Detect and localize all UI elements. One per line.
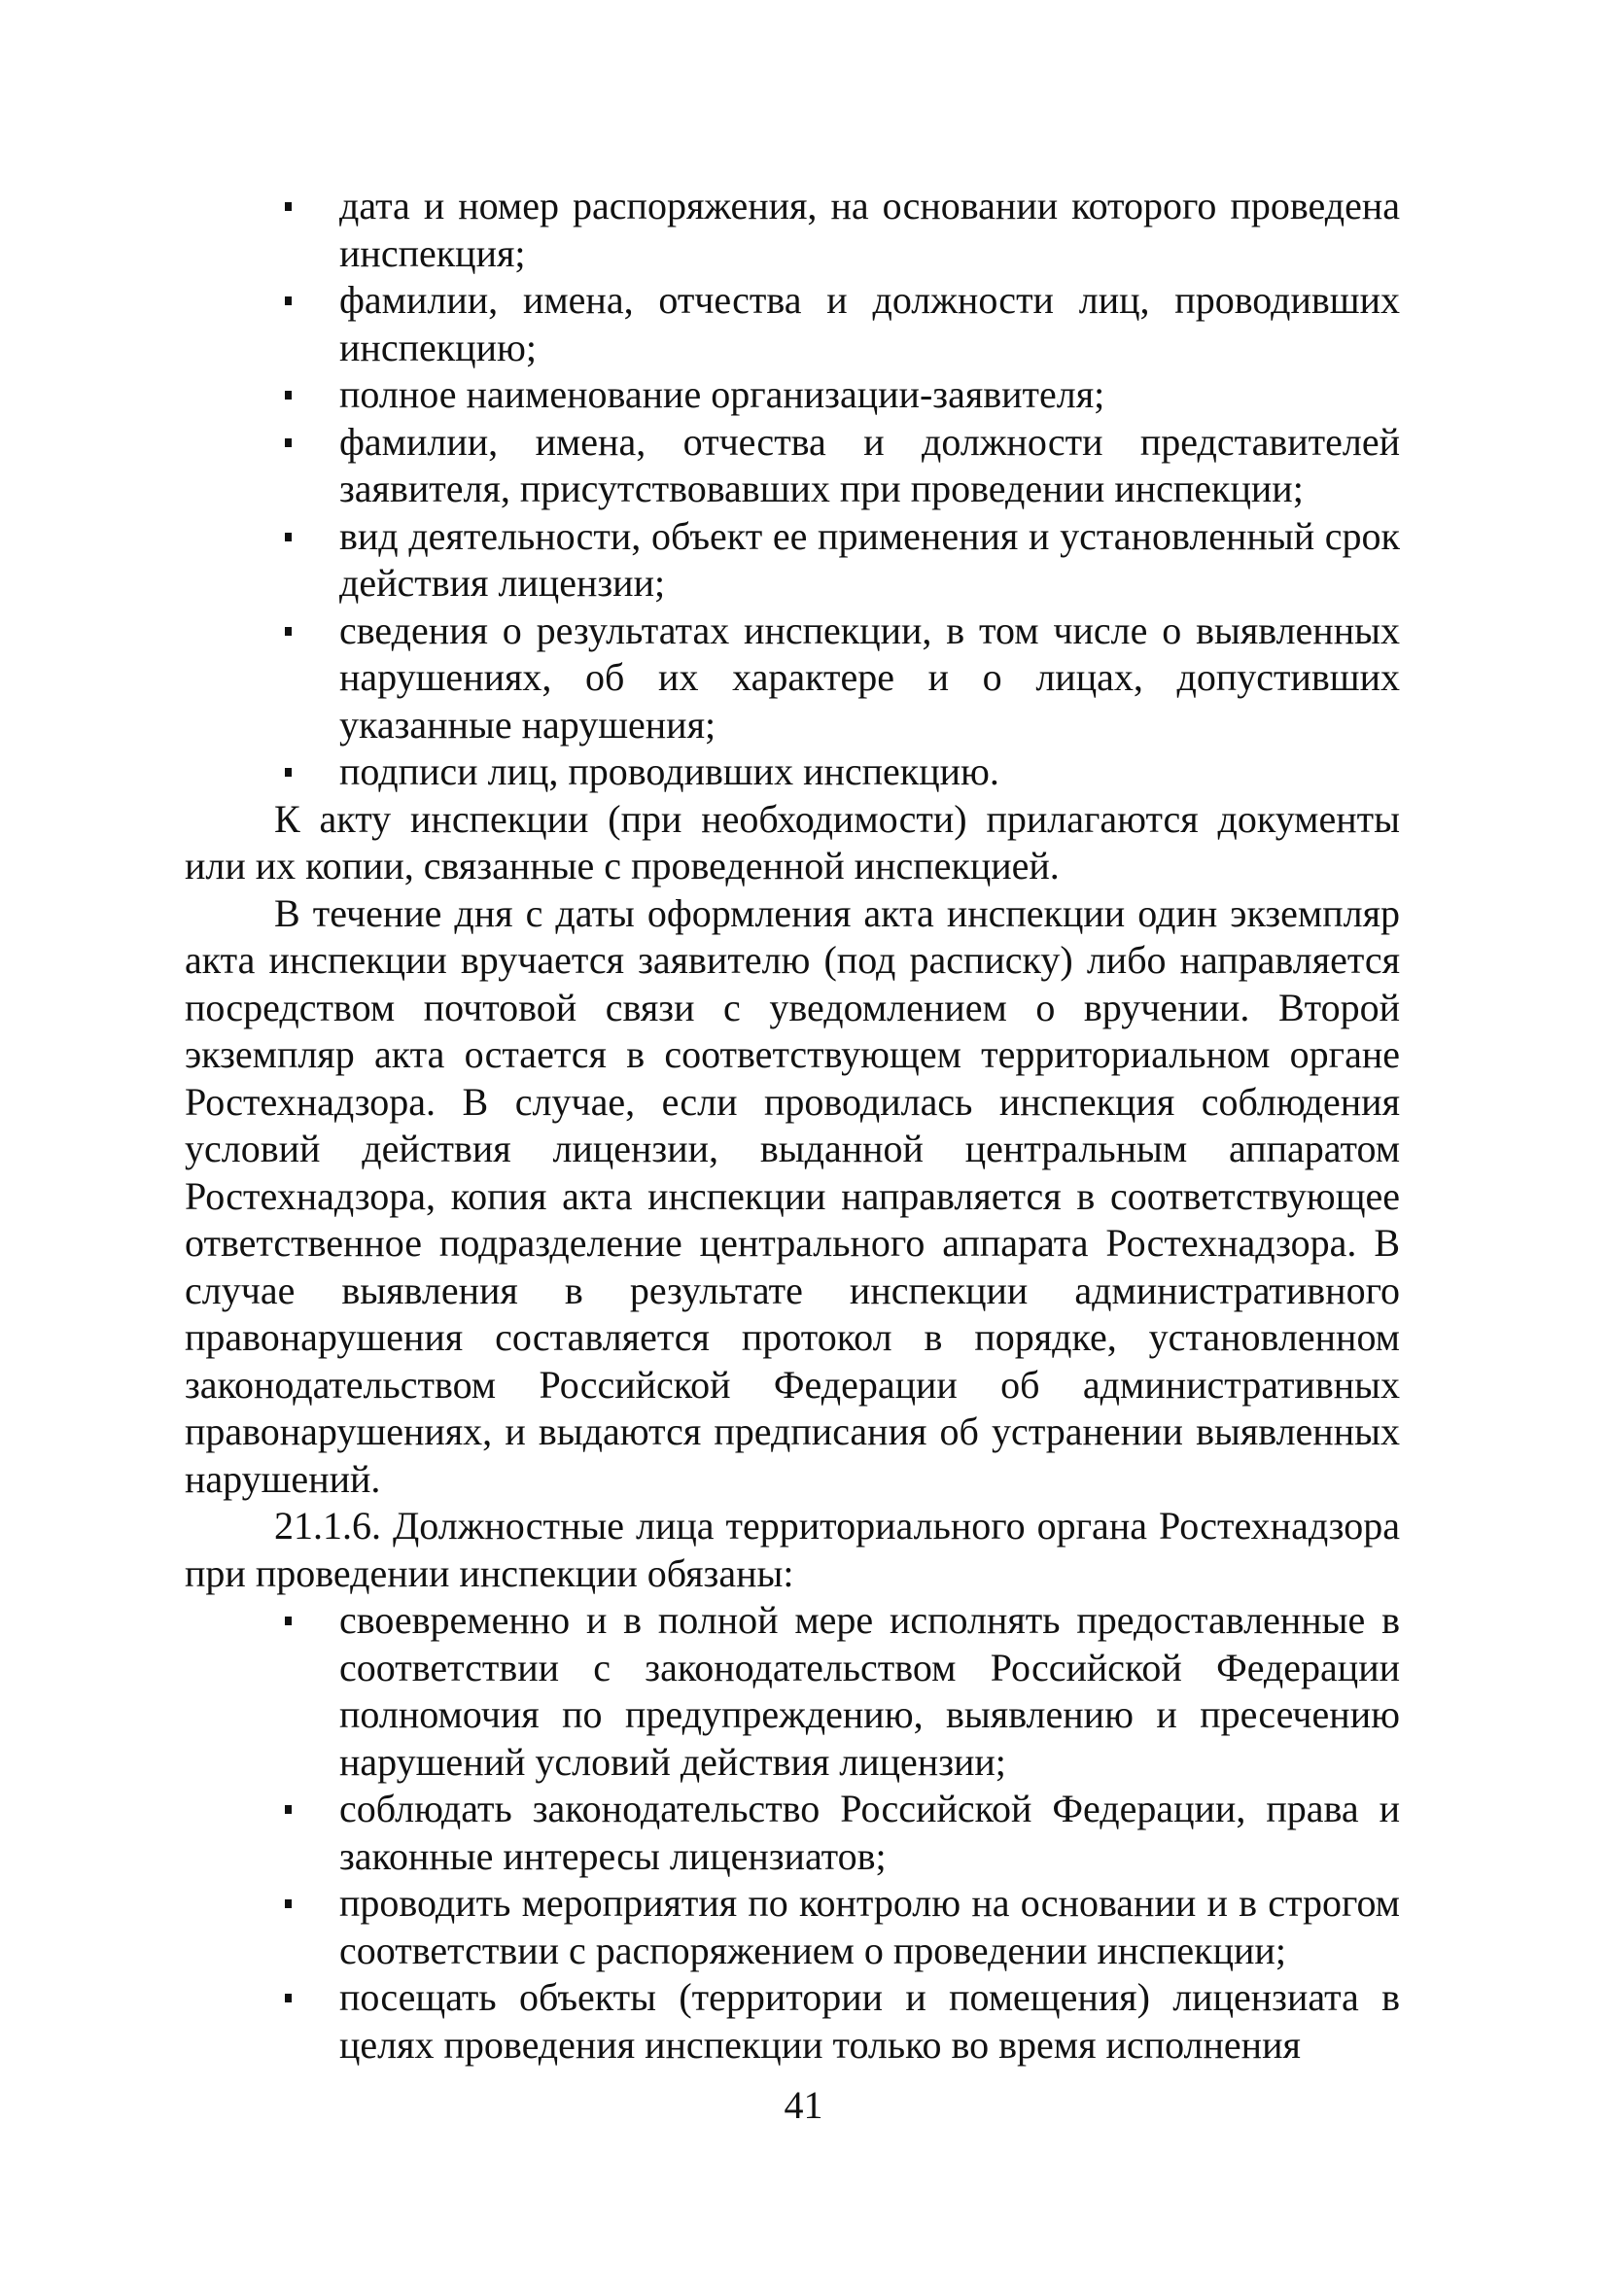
list-item: посещать объекты (территории и помещения) лицензиата в целях проведения инспекции только во время исполнения bbox=[185, 1974, 1400, 2069]
page-number: 41 bbox=[784, 2083, 823, 2127]
list-item: вид деятельности, объект ее применения и установленный срок действия лицензии; bbox=[185, 513, 1400, 608]
list-item: подписи лиц, проводивших инспекцию. bbox=[185, 748, 1400, 796]
paragraph-attachments: К акту инспекции (при необходимости) прилагаются документы или их копии, связанные с проведенной инспекцией. bbox=[185, 796, 1400, 887]
list-item: фамилии, имена, отчества и должности представителей заявителя, присутствовавших при проведении инспекции; bbox=[185, 419, 1400, 513]
list-item: проводить мероприятия по контролю на основании и в строгом соответствии с распоряжением о проведении инспекции; bbox=[185, 1880, 1400, 1974]
bullet-list-officials-duties bbox=[185, 1597, 1400, 2069]
paragraph-act-delivery: В течение дня с даты оформления акта инспекции один экземпляр акта инспекции вручается заявителю (под расписку) либо направляется посредством почтовой связи с уведомлением о вручении. Второй экземпляр акта остается в соответствующем территориальном органе Ростехнадзора. В случае, если проводилась инспекция соблюдения условий действия лицензии, выданной центральным аппаратом Ростехнадзора, копия акта инспекции направляется в соответствующее ответственное подразделение центрального аппарата Ростехнадзора. В случае выявления в результате инспекции административного правонарушения составляется протокол в порядке, установленном законодательством Российской Федерации об административных правонарушениях, и выдаются предписания об устранении выявленных нарушений. bbox=[185, 890, 1400, 1501]
list-item: соблюдать законодательство Российской Федерации, права и законные интересы лицензиатов; bbox=[185, 1786, 1400, 1880]
list-item: дата и номер распоряжения, на основании которого проведена инспекция; bbox=[185, 183, 1400, 277]
bullet-list-act-contents bbox=[185, 183, 1400, 796]
list-item: полное наименование организации-заявителя; bbox=[185, 371, 1400, 419]
list-item: фамилии, имена, отчества и должности лиц, проводивших инспекцию; bbox=[185, 277, 1400, 371]
list-item: своевременно и в полной мере исполнять предоставленные в соответствии с законодательством Российской Федерации полномочия по предупреждению, выявлению и пресечению нарушений условий действия лицензии; bbox=[185, 1597, 1400, 1786]
document-page bbox=[185, 183, 1400, 2069]
paragraph-section-21-1-6: 21.1.6. Должностные лица территориального органа Ростехнадзора при проведении инспекции обязаны: bbox=[185, 1504, 1400, 1595]
list-item: сведения о результатах инспекции, в том числе о выявленных нарушениях, об их характере и о лицах, допустивших указанные нарушения; bbox=[185, 608, 1400, 749]
